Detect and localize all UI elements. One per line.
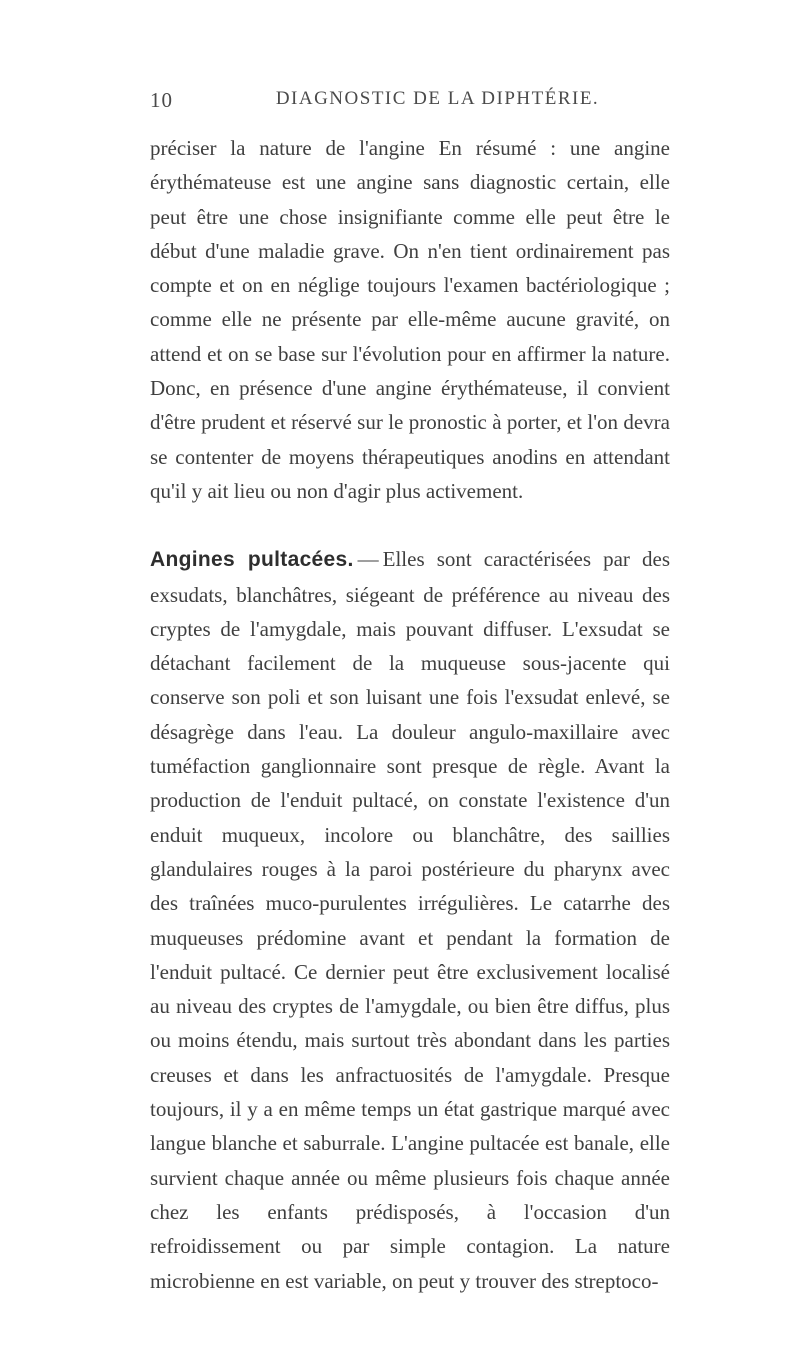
running-title: DIAGNOSTIC DE LA DIPHTÉRIE.	[275, 88, 600, 109]
running-header	[150, 88, 670, 118]
section-dash: —	[357, 547, 379, 572]
body-text	[150, 131, 670, 1298]
paragraph-angines-pultacees	[150, 542, 670, 1298]
page-number: 10	[150, 88, 173, 112]
paragraph-continued: préciser la nature de l'angine En résumé : une angine érythémateuse est une angine sans diagnostic certain, elle peut être une chose insignifiante comme elle peut être le début d'une maladie grave. On n'en tient ordinairement pas compte et on en néglige toujours l'examen bactériologique ; comme elle ne présente par elle-même aucune gravité, on attend et on se base sur l'évolution pour en affirmer la nature. Donc, en présence d'une angine érythémateuse, il convient d'être prudent et réservé sur le pronostic à porter, et l'on devra se contenter de moyens thérapeutiques anodins en attendant qu'il y ait lieu ou non d'agir plus activement.	[150, 136, 670, 503]
section-heading: Angines pultacées.	[150, 548, 354, 572]
section-body: Elles sont caractérisées par des exsudats, blanchâtres, siégeant de préférence au niveau des cryptes de l'amygdale, mais pouvant diffuser. L'exsudat se détachant facilement de la muqueuse sous-jacente qui conserve son poli et son luisant une fois l'exsudat enlevé, se désagrège dans l'eau. La douleur angulo-maxillaire avec tuméfaction ganglionnaire sont presque de règle. Avant la production de l'enduit pultacé, on constate l'existence d'un enduit muqueux, incolore ou blanchâtre, des saillies glandulaires rouges à la paroi postérieure du pharynx avec des traînées muco-purulentes irrégulières. Le catarrhe des muqueuses prédomine avant et pendant la formation de l'enduit pultacé. Ce dernier peut être exclusivement localisé au niveau des cryptes de l'amygdale, ou bien être diffus, plus ou moins étendu, mais surtout très abondant dans les parties creuses et dans les anfractuosités de l'amygdale. Presque toujours, il y a en même temps un état gastrique marqué avec langue blanche et saburrale. L'angine pultacée est banale, elle survient chaque année ou même plusieurs fois chaque année chez les enfants prédisposés, à l'occasion d'un refroidissement ou par simple contagion. La nature microbienne en est variable, on peut y trouver des streptoco-	[150, 547, 670, 1293]
